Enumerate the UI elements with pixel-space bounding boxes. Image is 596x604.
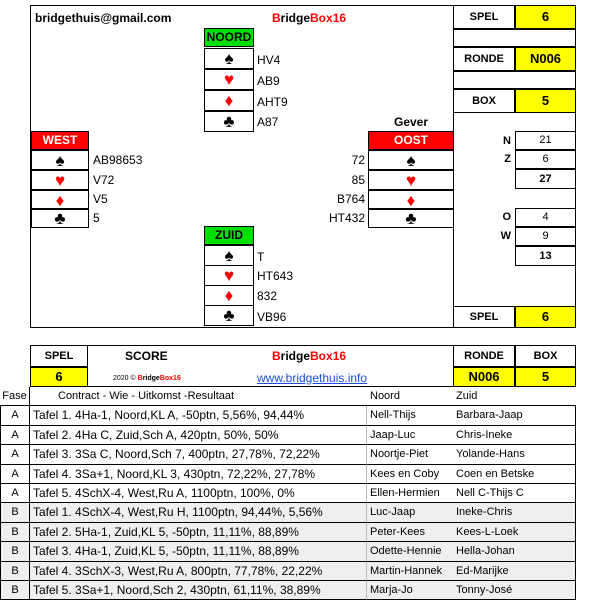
east-spades: 72: [351, 153, 365, 167]
header-noord: Noord: [367, 387, 453, 406]
diamond-icon: ♦: [368, 190, 454, 210]
spel-bottom-label: SPEL: [453, 306, 515, 328]
cell-zuid: Hella-Johan: [453, 542, 576, 561]
small-copyright: 2020 © BridgeBox16: [113, 375, 181, 382]
east-diamonds: B764: [336, 192, 365, 206]
table-row: [0, 465, 576, 484]
table-row: [0, 581, 576, 600]
cell-contract: Tafel 4. 3Sa+1, Noord,KL 3, 430ptn, 72,22%, 27,78%: [30, 465, 367, 484]
header-fase: Fase: [0, 387, 30, 406]
cell-noord: Noortje-Piet: [367, 445, 453, 464]
spacer-row: [453, 29, 576, 47]
email: bridgethuis@gmail.com: [35, 11, 172, 25]
cell-fase: A: [0, 445, 30, 464]
cell-contract: Tafel 2. 4Ha C, Zuid,Sch A, 420ptn, 50%, 50%: [30, 426, 367, 445]
cell-contract: Tafel 4. 3SchX-3, West,Ru A, 800ptn, 77,78%, 22,22%: [30, 562, 367, 581]
cell-noord: Odette-Hennie: [367, 542, 453, 561]
club-icon: ♣: [31, 208, 89, 228]
w-label: W: [500, 230, 511, 242]
west-clubs: 5: [93, 211, 100, 225]
spade-icon: ♠: [31, 150, 89, 170]
ow-total: 13: [515, 246, 576, 266]
ronde-label: RONDE: [453, 47, 515, 71]
cell-zuid: Nell C-Thijs C: [453, 484, 576, 503]
cell-contract: Tafel 1. 4Ha-1, Noord,KL A, -50ptn, 5,56%, 94,44%: [30, 406, 367, 425]
cell-fase: B: [0, 562, 30, 581]
east-label: OOST: [368, 131, 454, 150]
o-label: O: [502, 211, 511, 223]
club-icon: ♣: [204, 111, 254, 132]
cell-contract: Tafel 5. 4SchX-4, West,Ru A, 1100ptn, 100%, 0%: [30, 484, 367, 503]
south-hearts: HT643: [257, 269, 294, 283]
south-spades: T: [257, 250, 265, 264]
north-diamonds: AHT9: [257, 95, 288, 109]
cell-contract: Tafel 3. 4Ha-1, Zuid,KL 5, -50ptn, 11,11%, 88,89%: [30, 542, 367, 561]
club-icon: ♣: [368, 208, 454, 228]
cell-fase: B: [0, 523, 30, 542]
spade-icon: ♠: [368, 150, 454, 170]
cell-zuid: Kees-L-Loek: [453, 523, 576, 542]
o-value: 4: [515, 208, 576, 227]
header-zuid: Zuid: [453, 387, 576, 406]
spade-icon: ♠: [204, 48, 254, 69]
score-label: SCORE: [125, 349, 168, 363]
cell-noord: Ellen-Hermien: [367, 484, 453, 503]
west-label: WEST: [31, 131, 89, 150]
south-label: ZUID: [204, 226, 254, 245]
bridgebox-logo: BridgeBox16: [272, 11, 347, 25]
table-row: [0, 406, 576, 425]
gever-label: Gever: [394, 115, 429, 129]
cell-fase: B: [0, 542, 30, 561]
ronde-value: N006: [515, 47, 576, 71]
box-label: BOX: [453, 89, 515, 113]
cell-fase: A: [0, 484, 30, 503]
east-hearts: 85: [351, 173, 365, 187]
table-header: [0, 387, 576, 406]
header-contract: Contract - Wie - Uitkomst -Resultaat: [30, 387, 367, 406]
table-row: [0, 445, 576, 464]
diamond-icon: ♦: [31, 190, 89, 210]
z-value: 6: [515, 150, 576, 169]
cell-zuid: Barbara-Jaap: [453, 406, 576, 425]
heart-icon: ♥: [368, 170, 454, 190]
heart-icon: ♥: [204, 265, 254, 286]
table-row: [0, 523, 576, 542]
west-spades: AB98653: [93, 153, 143, 167]
table-row: [0, 562, 576, 581]
south-clubs: VB96: [257, 310, 287, 324]
heart-icon: ♥: [31, 170, 89, 190]
diamond-icon: ♦: [204, 285, 254, 306]
score-box-label: BOX: [515, 345, 576, 367]
cell-contract: Tafel 1. 4SchX-4, West,Ru H, 1100ptn, 94,44%, 5,56%: [30, 503, 367, 522]
table-row: [0, 484, 576, 503]
website-link[interactable]: www.bridgethuis.info: [257, 371, 368, 385]
cell-zuid: Yolande-Hans: [453, 445, 576, 464]
table-row: [0, 542, 576, 561]
club-icon: ♣: [204, 305, 254, 326]
cell-zuid: Ed-Marijke: [453, 562, 576, 581]
table-row: [0, 426, 576, 445]
cell-noord: Peter-Kees: [367, 523, 453, 542]
cell-noord: Jaap-Luc: [367, 426, 453, 445]
diamond-icon: ♦: [204, 90, 254, 111]
nz-total: 27: [515, 169, 576, 189]
cell-zuid: Coen en Betske: [453, 465, 576, 484]
south-diamonds: 832: [257, 289, 278, 303]
north-label: NOORD: [204, 28, 254, 47]
score-spel-value: 6: [30, 367, 88, 387]
score-ronde-label: RONDE: [453, 345, 515, 367]
score-ronde-value: N006: [453, 367, 515, 387]
cell-zuid: Tonny-José: [453, 581, 576, 600]
west-hearts: V72: [93, 173, 115, 187]
cell-fase: B: [0, 581, 30, 600]
n-value: 21: [515, 131, 576, 150]
spel-label: SPEL: [453, 5, 515, 29]
cell-fase: A: [0, 426, 30, 445]
cell-zuid: Ineke-Chris: [453, 503, 576, 522]
cell-fase: A: [0, 406, 30, 425]
bridgebox-logo: BridgeBox16: [272, 349, 347, 363]
cell-fase: B: [0, 503, 30, 522]
cell-noord: Nell-Thijs: [367, 406, 453, 425]
n-label: N: [503, 135, 511, 147]
table-row: [0, 503, 576, 522]
spade-icon: ♠: [204, 245, 254, 266]
z-label: Z: [504, 153, 511, 165]
cell-noord: Marja-Jo: [367, 581, 453, 600]
cell-contract: Tafel 2. 5Ha-1, Zuid,KL 5, -50ptn, 11,11%, 88,89%: [30, 523, 367, 542]
north-clubs: A87: [257, 115, 279, 129]
cell-contract: Tafel 5. 3Sa+1, Noord,Sch 2, 430ptn, 61,11%, 38,89%: [30, 581, 367, 600]
cell-noord: Martin-Hannek: [367, 562, 453, 581]
spel-value: 6: [515, 5, 576, 29]
results-table: [0, 387, 576, 601]
cell-zuid: Chris-Ineke: [453, 426, 576, 445]
north-spades: HV4: [257, 53, 281, 67]
heart-icon: ♥: [204, 69, 254, 90]
box-value: 5: [515, 89, 576, 113]
spacer-row: [453, 71, 576, 89]
cell-noord: Luc-Jaap: [367, 503, 453, 522]
cell-noord: Kees en Coby: [367, 465, 453, 484]
east-clubs: HT432: [328, 211, 365, 225]
cell-fase: A: [0, 465, 30, 484]
cell-contract: Tafel 3. 3Sa C, Noord,Sch 7, 400ptn, 27,78%, 72,22%: [30, 445, 367, 464]
w-value: 9: [515, 227, 576, 246]
score-box-value: 5: [515, 367, 576, 387]
spel-bottom-value: 6: [515, 306, 576, 328]
north-hearts: AB9: [257, 74, 280, 88]
west-diamonds: V5: [93, 192, 108, 206]
score-spel-label: SPEL: [30, 345, 88, 367]
